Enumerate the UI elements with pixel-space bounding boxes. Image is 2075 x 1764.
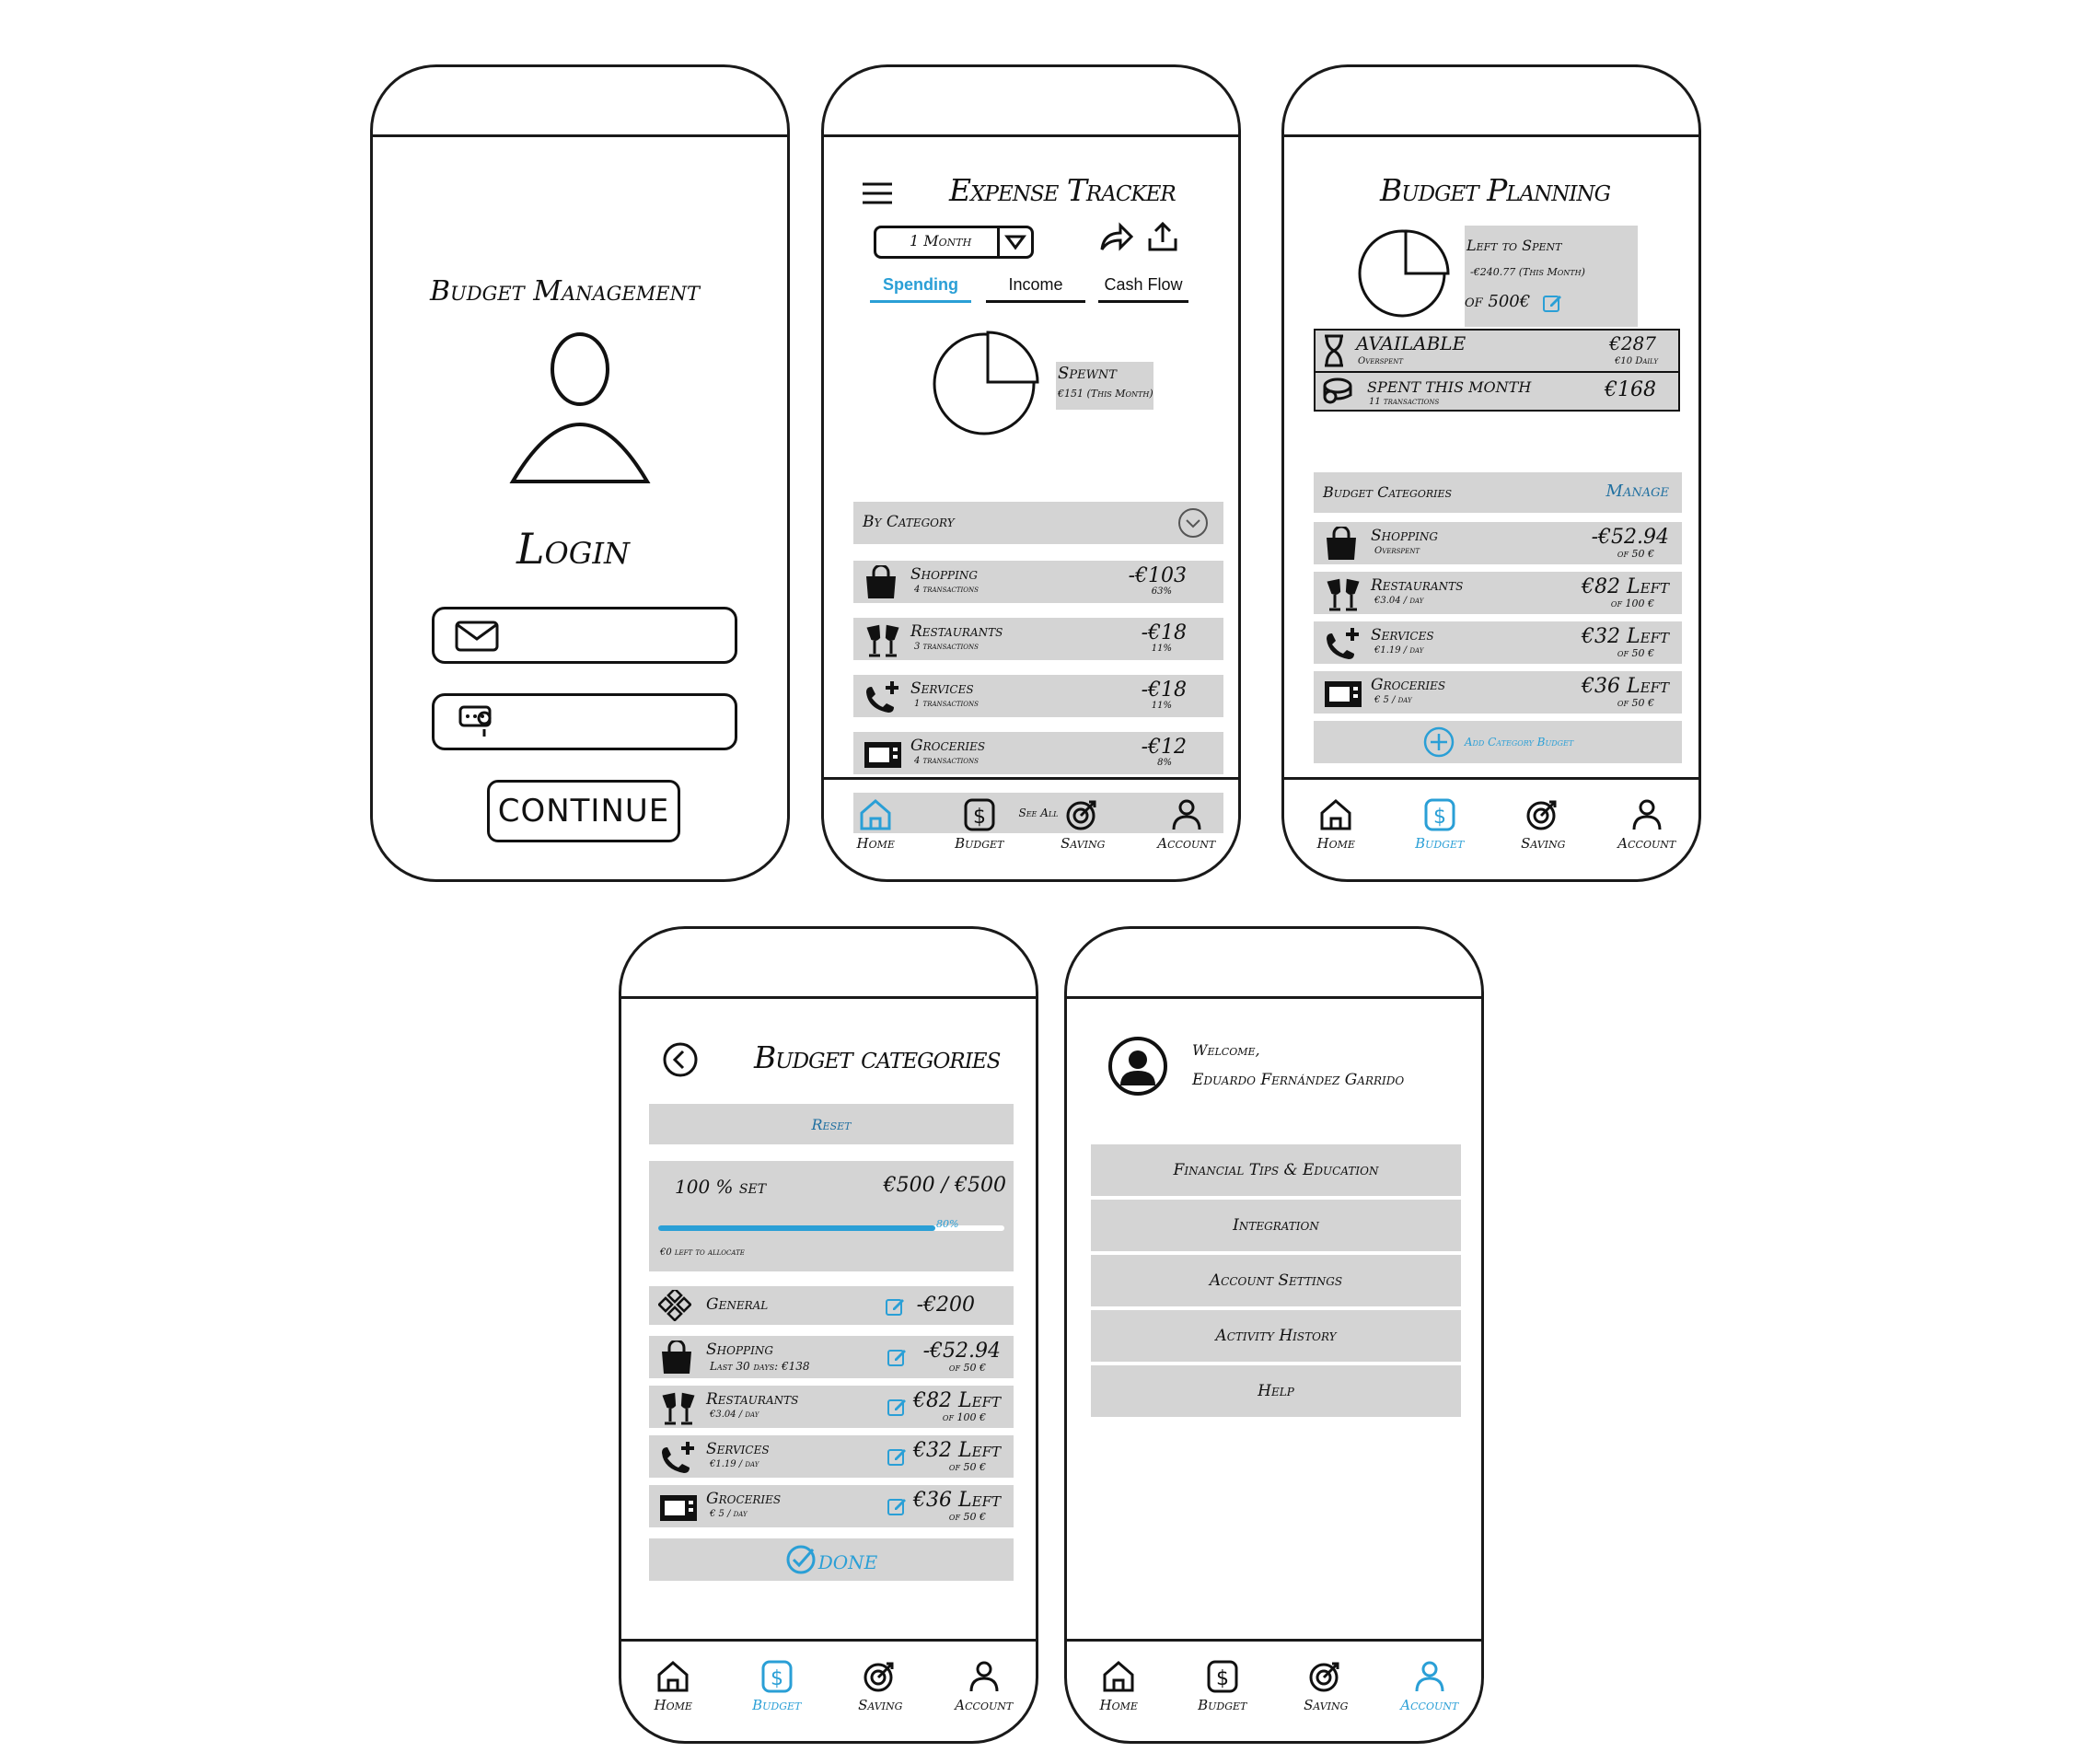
profile-avatar-icon: [1107, 1036, 1168, 1097]
person-icon: [1412, 1660, 1447, 1693]
item-name: Restaurants: [1371, 576, 1464, 595]
microwave-icon: [863, 737, 903, 772]
of-total: of 500€: [1465, 292, 1531, 311]
list-item[interactable]: [649, 1435, 1014, 1478]
done-label: Done: [817, 1544, 878, 1575]
available-days: €10 Daily: [1615, 356, 1658, 366]
svg-text:$: $: [972, 806, 986, 829]
list-item[interactable]: [649, 1336, 1014, 1378]
nav-home[interactable]: [621, 1642, 725, 1741]
email-field[interactable]: [432, 607, 737, 664]
menu-activity-history[interactable]: Activity History: [1091, 1310, 1461, 1362]
target-icon: [1308, 1660, 1343, 1693]
app-title: Budget Management: [430, 275, 700, 308]
edit-icon[interactable]: [1542, 293, 1562, 313]
reset-button[interactable]: Reset: [649, 1104, 1014, 1144]
nav-saving[interactable]: [1031, 780, 1135, 879]
nav-home-label: Home: [1316, 835, 1355, 852]
menu-financial-tips[interactable]: Financial Tips & Education: [1091, 1144, 1461, 1196]
item-of: of 100 €: [1610, 598, 1654, 609]
check-circle-icon: [785, 1544, 817, 1575]
nav-home-label: Home: [856, 835, 895, 852]
pie-chart-icon: [933, 327, 1043, 437]
spent-label: Spewnt: [1058, 364, 1117, 383]
hamburger-menu-icon[interactable]: [861, 181, 894, 205]
nav-budget[interactable]: [725, 1642, 829, 1741]
grid-diamond-icon: [658, 1290, 691, 1321]
dollar-icon: [1205, 1660, 1240, 1693]
tab-spending-label: Spending: [883, 275, 958, 294]
nav-saving-label: Saving: [1521, 835, 1566, 852]
spent-row: [1316, 373, 1678, 410]
nav-budget-label: Budget: [955, 835, 1004, 852]
nav-budget-label: Budget: [752, 1697, 802, 1713]
item-amount: -€52.94: [922, 1340, 1001, 1363]
wine-glasses-icon: [863, 622, 903, 659]
item-percent: 11%: [1151, 644, 1172, 654]
available-row: [1316, 331, 1678, 373]
item-sub: 3 transactions: [914, 642, 979, 652]
shopping-bag-icon: [863, 565, 899, 600]
menu-help[interactable]: Help: [1091, 1365, 1461, 1417]
phone-budget-planning: [1281, 64, 1701, 882]
item-name: Shopping: [706, 1340, 773, 1359]
set-total: €500 / €500: [883, 1174, 1006, 1197]
available-sub: Overspent: [1358, 356, 1404, 366]
nav-account[interactable]: [933, 1642, 1037, 1741]
list-item[interactable]: [853, 675, 1223, 717]
phone-expense-tracker: [821, 64, 1241, 882]
list-item[interactable]: [1314, 671, 1682, 714]
item-amount: €32 Left: [913, 1439, 1001, 1462]
item-name: Services: [706, 1440, 770, 1458]
login-heading: Login: [516, 524, 630, 574]
back-icon[interactable]: [662, 1041, 699, 1078]
welcome-label: Welcome,: [1192, 1041, 1260, 1059]
edit-icon[interactable]: [887, 1496, 907, 1516]
left-to-spend-panel: [1465, 226, 1638, 327]
tab-cash-flow[interactable]: [1098, 275, 1188, 303]
dollar-icon: [962, 798, 997, 831]
nav-home[interactable]: [824, 780, 928, 879]
nav-saving[interactable]: [1274, 1642, 1378, 1741]
item-of: of 50 €: [1617, 697, 1654, 709]
item-name: Groceries: [910, 737, 986, 755]
budget-categories-header: [1314, 472, 1682, 513]
tab-income-label: Income: [1008, 275, 1063, 294]
bottom-nav: [1067, 1642, 1481, 1741]
person-icon: [1629, 798, 1664, 831]
item-amount: -€103: [1128, 564, 1187, 587]
svg-text:$: $: [770, 1667, 783, 1690]
nav-account[interactable]: [1135, 780, 1239, 879]
add-category-button[interactable]: [1314, 721, 1682, 763]
add-category-label: Add Category Budget: [1464, 736, 1574, 749]
list-item[interactable]: [853, 561, 1223, 603]
item-amount: €32 Left: [1582, 625, 1669, 648]
spent-sub: 11 transactions: [1369, 397, 1440, 407]
item-sub: €3.04 / day: [710, 1410, 759, 1420]
continue-button[interactable]: CONTINUE: [487, 780, 680, 842]
spent-label: SPENT THIS MONTH: [1367, 378, 1532, 396]
item-amount: €36 Left: [1582, 675, 1669, 698]
item-amount: -€18: [1141, 679, 1187, 702]
item-sub: 1 transactions: [914, 699, 979, 709]
page-title: Budget categories: [754, 1039, 1001, 1075]
menu-integration[interactable]: Integration: [1091, 1200, 1461, 1251]
item-name: Groceries: [1371, 676, 1446, 694]
edit-icon[interactable]: [887, 1347, 907, 1367]
nav-account-label: Account: [1617, 835, 1676, 852]
tab-income[interactable]: [986, 275, 1085, 303]
item-of: of 100 €: [942, 1411, 986, 1423]
nav-home-label: Home: [654, 1697, 692, 1713]
dollar-icon: [759, 1660, 794, 1693]
password-field[interactable]: [432, 693, 737, 750]
nav-saving[interactable]: [1491, 780, 1595, 879]
nav-account-label: Account: [955, 1697, 1014, 1713]
available-label: AVAILABLE: [1356, 332, 1466, 354]
nav-saving-label: Saving: [1061, 835, 1106, 852]
nav-home[interactable]: [1067, 1642, 1171, 1741]
dollar-icon: [1422, 798, 1457, 831]
list-item[interactable]: [649, 1485, 1014, 1527]
item-name: Groceries: [706, 1490, 782, 1508]
item-amount: €82 Left: [1582, 575, 1669, 598]
home-icon: [858, 798, 893, 831]
nav-budget[interactable]: [1171, 1642, 1275, 1741]
spent-value: €151 (This Month): [1058, 388, 1153, 400]
user-avatar-icon: [509, 331, 651, 487]
phone-budget-categories: [619, 926, 1038, 1744]
item-of: of 50 €: [948, 1461, 986, 1473]
progress-fill: [658, 1225, 935, 1231]
list-item[interactable]: [1314, 572, 1682, 614]
menu-account-settings[interactable]: Account Settings: [1091, 1255, 1461, 1306]
manage-link[interactable]: Manage: [1606, 482, 1669, 501]
nav-account[interactable]: [1378, 1642, 1482, 1741]
item-sub: €1.19 / day: [1374, 645, 1424, 656]
left-value: -€240.77 (This Month): [1470, 266, 1585, 278]
nav-home[interactable]: [1284, 780, 1388, 879]
item-sub: € 5 / day: [1374, 695, 1412, 705]
item-percent: 11%: [1151, 701, 1172, 711]
item-sub: 4 transactions: [914, 756, 979, 766]
edit-icon[interactable]: [887, 1446, 907, 1467]
nav-budget-label: Budget: [1415, 835, 1465, 852]
target-icon: [1065, 798, 1100, 831]
item-sub: Overspent: [1374, 546, 1420, 556]
microwave-icon: [1323, 676, 1363, 711]
see-all-button[interactable]: See All: [853, 793, 1223, 833]
spent-amount: €168: [1605, 378, 1656, 401]
chevron-down-icon: [997, 228, 1031, 256]
home-icon: [655, 1660, 690, 1693]
item-amount: €36 Left: [913, 1489, 1001, 1512]
item-of: of 50 €: [1617, 548, 1654, 560]
shopping-bag-icon: [1323, 527, 1360, 562]
by-category-header[interactable]: [853, 502, 1223, 544]
item-name: Shopping: [1371, 527, 1438, 545]
list-item[interactable]: [1314, 522, 1682, 564]
target-icon: [863, 1660, 898, 1693]
page-title: Expense Tracker: [949, 172, 1176, 208]
svg-text:$: $: [1432, 806, 1446, 829]
nav-budget[interactable]: [928, 780, 1032, 879]
available-amount: €287: [1609, 332, 1656, 354]
person-icon: [1169, 798, 1204, 831]
item-sub: € 5 / day: [710, 1509, 748, 1519]
phone-account: [1064, 926, 1484, 1744]
nav-account-label: Account: [1157, 835, 1216, 852]
item-percent: 8%: [1157, 758, 1172, 768]
home-icon: [1101, 1660, 1136, 1693]
general-row[interactable]: [649, 1286, 1014, 1325]
item-sub: 4 transactions: [914, 585, 979, 595]
nav-home-label: Home: [1099, 1697, 1138, 1713]
left-allocate: €0 left to allocate: [660, 1248, 745, 1258]
item-of: of 50 €: [948, 1362, 986, 1374]
list-item[interactable]: [1314, 621, 1682, 664]
item-sub: €3.04 / day: [1374, 596, 1424, 606]
nav-saving-label: Saving: [1304, 1697, 1349, 1713]
available-panel: [1314, 329, 1680, 412]
nav-saving-label: Saving: [858, 1697, 903, 1713]
target-icon: [1525, 798, 1560, 831]
set-label: 100 % set: [675, 1176, 767, 1198]
user-name: Eduardo Fernández Garrido: [1192, 1071, 1405, 1089]
allocation-panel: [649, 1161, 1014, 1271]
home-icon: [1318, 798, 1353, 831]
phone-plus-icon: [1323, 626, 1363, 663]
item-name: Shopping: [910, 565, 978, 584]
plus-circle-icon: [1422, 725, 1455, 759]
item-amount: -€18: [1141, 621, 1187, 644]
budget-categories-label: Budget Categories: [1323, 483, 1453, 501]
bottom-nav: [1284, 780, 1698, 879]
share-icon[interactable]: [1098, 222, 1133, 253]
chevron-down-circle-icon[interactable]: [1177, 507, 1209, 539]
period-value: 1 Month: [910, 232, 972, 250]
mail-icon: [455, 621, 499, 652]
by-category-label: By Category: [863, 513, 955, 531]
nav-budget[interactable]: [1388, 780, 1492, 879]
hourglass-icon: [1321, 334, 1347, 367]
wine-glasses-icon: [1323, 576, 1363, 613]
tab-cash-flow-label: Cash Flow: [1104, 275, 1183, 294]
of-total-row: [1465, 292, 1562, 313]
nav-account-label: Account: [1400, 1697, 1459, 1713]
password-lock-icon: [458, 703, 495, 740]
nav-account[interactable]: [1595, 780, 1699, 879]
bottom-nav: [824, 780, 1238, 879]
spent-summary: [1056, 362, 1153, 410]
tab-spending[interactable]: [870, 275, 971, 303]
item-percent: 63%: [1151, 586, 1172, 597]
bottom-nav: [621, 1642, 1036, 1741]
shopping-bag-icon: [658, 1340, 695, 1375]
item-name: Services: [910, 679, 974, 698]
list-item[interactable]: [649, 1386, 1014, 1428]
page-title: Budget Planning: [1380, 172, 1610, 208]
item-amount: -€52.94: [1591, 526, 1669, 549]
item-amount: €82 Left: [913, 1389, 1001, 1412]
item-name: Restaurants: [910, 622, 1003, 641]
general-amount: -€200: [916, 1294, 975, 1317]
nav-saving[interactable]: [829, 1642, 933, 1741]
person-icon: [967, 1660, 1002, 1693]
phone-plus-icon: [863, 679, 903, 716]
general-label: General: [706, 1295, 769, 1314]
item-sub: €1.19 / day: [710, 1459, 759, 1469]
period-dropdown[interactable]: [874, 226, 1034, 259]
item-amount: -€12: [1141, 736, 1187, 759]
progress-label: 80%: [936, 1218, 959, 1230]
edit-icon[interactable]: [885, 1296, 905, 1317]
item-of: of 50 €: [1617, 647, 1654, 659]
item-name: Restaurants: [706, 1390, 799, 1409]
list-item[interactable]: [853, 732, 1223, 774]
done-button[interactable]: [649, 1538, 1014, 1581]
item-sub: Last 30 days: €138: [710, 1360, 810, 1373]
nav-budget-label: Budget: [1198, 1697, 1247, 1713]
pie-chart-icon: [1358, 226, 1450, 318]
phone-login: [370, 64, 790, 882]
item-name: Services: [1371, 626, 1434, 644]
list-item[interactable]: [853, 618, 1223, 660]
upload-icon[interactable]: [1146, 220, 1179, 253]
item-of: of 50 €: [948, 1511, 986, 1523]
edit-icon[interactable]: [887, 1397, 907, 1417]
wine-glasses-icon: [658, 1390, 699, 1427]
left-label: Left to Spent: [1466, 237, 1562, 254]
microwave-icon: [658, 1490, 699, 1525]
coins-icon: [1321, 377, 1354, 406]
phone-plus-icon: [658, 1440, 699, 1477]
svg-text:$: $: [1215, 1667, 1229, 1690]
